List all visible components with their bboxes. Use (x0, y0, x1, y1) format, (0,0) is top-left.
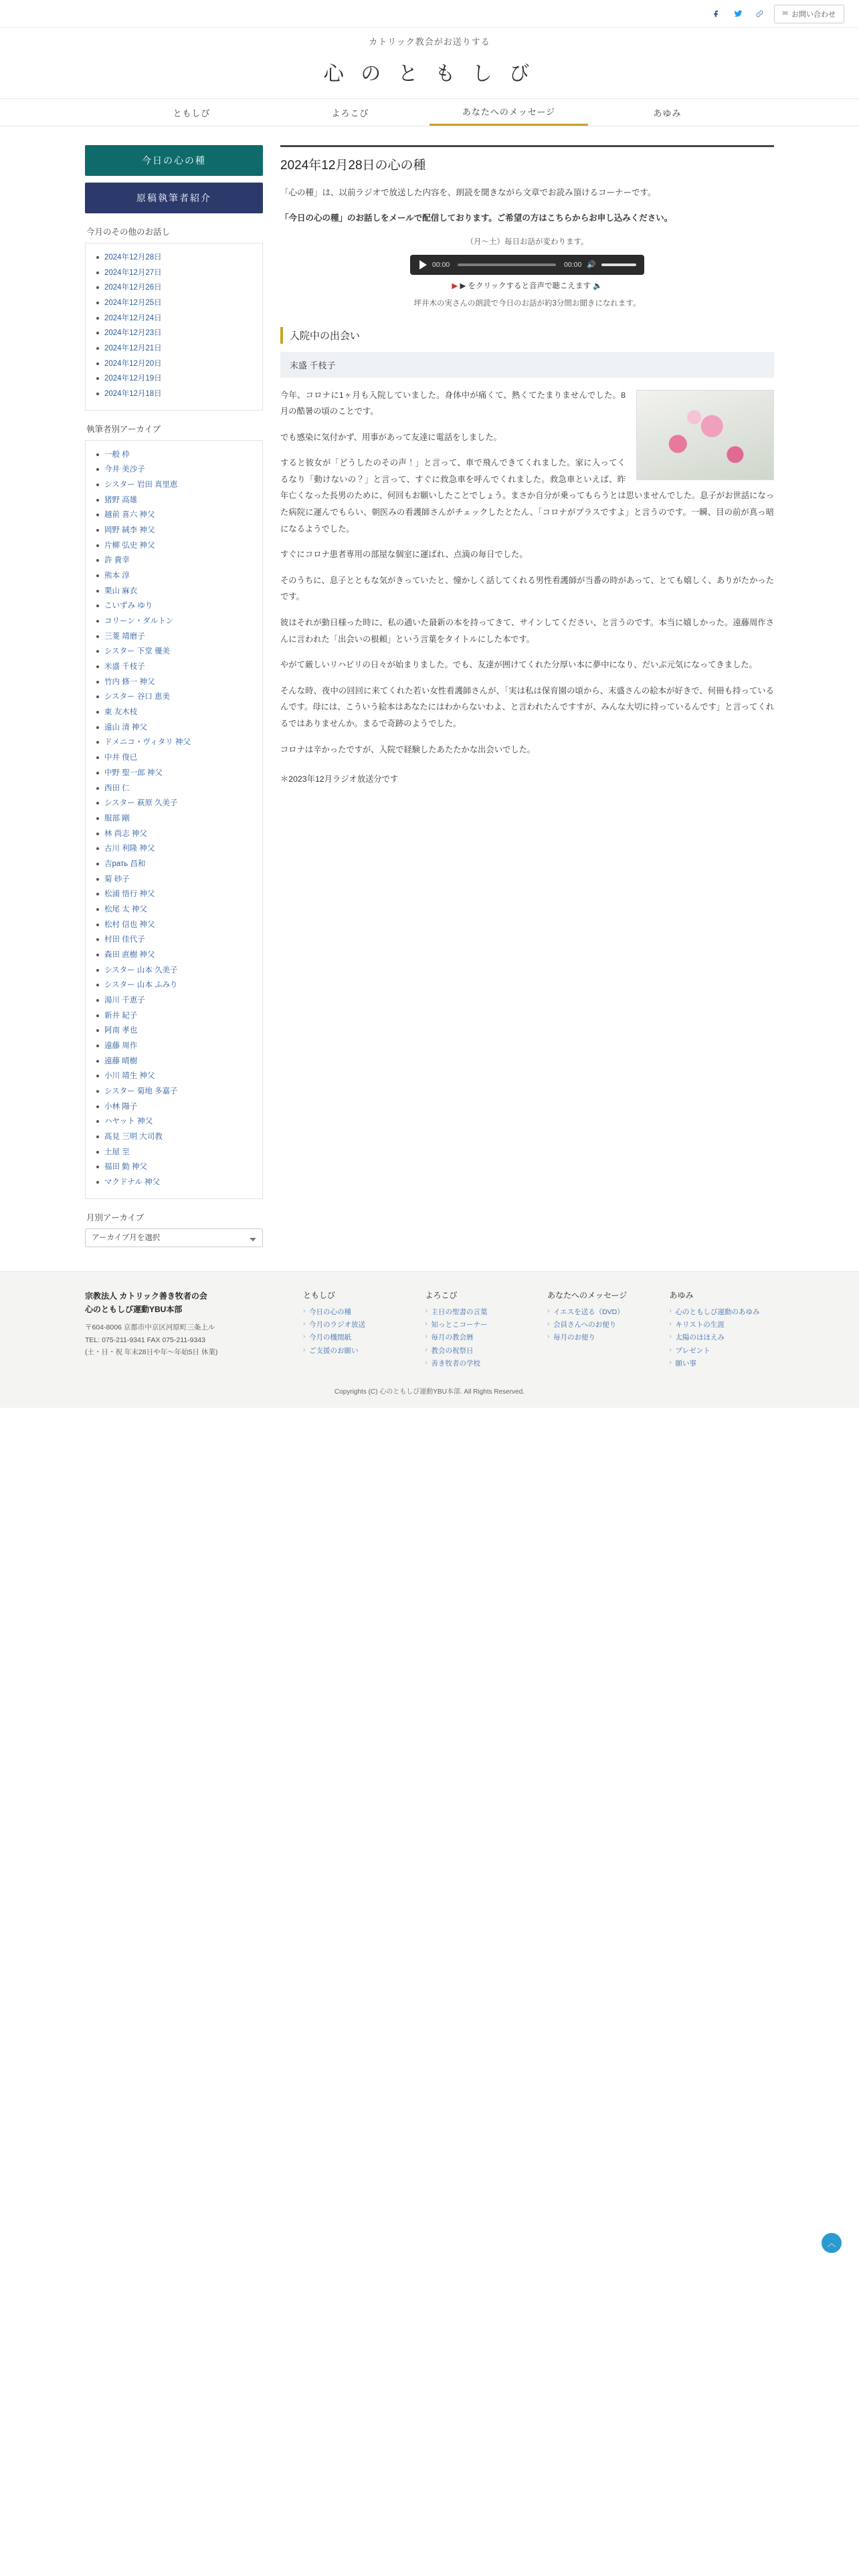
global-nav (0, 98, 859, 126)
main-content (280, 145, 774, 784)
section-heading: 入院中の出会い (280, 327, 774, 344)
footer-brand (85, 1289, 286, 1371)
paragraph: すぐにコロナ患者専用の部屋な個室に運ばれ、点滴の毎日でした。 (280, 550, 528, 560)
footer-column-tomoshibi (303, 1289, 408, 1371)
page-bottom-space (0, 1408, 859, 2270)
archive-month-select[interactable] (85, 1228, 263, 1247)
contact-button[interactable] (774, 5, 844, 23)
list-item[interactable]: › 今月の機関紙 (303, 1331, 408, 1344)
list-item[interactable]: ドメニコ・ヴィタリ 神父 (94, 735, 254, 750)
footer-org-name: 宗教法人 カトリック善き牧者の会 (85, 1291, 207, 1301)
list-item[interactable]: 越前 喜六 神父 (94, 508, 254, 523)
play-hint-text: ▶ をクリックすると音声で聴こえます (460, 282, 591, 290)
facebook-icon[interactable] (710, 7, 725, 21)
list-item[interactable]: › 今月のラジオ放送 (303, 1319, 408, 1331)
list-item[interactable]: 2024年12月20日 (94, 356, 254, 372)
list-item[interactable]: 岡野 絨李 神父 (94, 523, 254, 538)
list-item[interactable]: › 教会の祝祭日 (425, 1345, 531, 1358)
list-item[interactable]: 2024年12月18日 (94, 387, 254, 402)
sidebar (85, 145, 263, 1247)
link-icon[interactable] (753, 7, 767, 21)
twitter-icon[interactable] (731, 7, 746, 21)
list-item[interactable]: 遠藤 晴樹 (94, 1054, 254, 1069)
play-icon[interactable] (419, 260, 427, 270)
list-item[interactable]: ハヤット 神父 (94, 1114, 254, 1130)
list-item[interactable]: › 太陽のほほえみ (670, 1331, 775, 1344)
footer-link-list (425, 1306, 531, 1371)
list-item[interactable]: 村田 佳代子 (94, 932, 254, 948)
article-lead-1: 「心の種」は、以前ラジオで放送した内容を、朗読を聞きながら文章でお読み頂けるコーナーです。 (280, 188, 656, 197)
paragraph: 今年、コロナに1ヶ月も入院していました。身体中が痛くて、熱くてたまりませんでした。8月の酷暑の頃のことです。 (280, 390, 626, 417)
masthead (0, 28, 859, 98)
speaker-icon[interactable]: 🔊 (587, 261, 596, 269)
contact-button-label: お問い合わせ (791, 10, 836, 19)
sidebar-monthly-heading: 月別アーカイブ (86, 1212, 145, 1222)
list-item[interactable]: 髙見 三明 大司教 (94, 1130, 254, 1145)
schedule-note: （月～土）毎日お話が変わります。 (466, 237, 589, 246)
list-item[interactable]: シスター 山本 ふみり (94, 978, 254, 993)
paragraph: コロナは辛かったですが、入院で経験したあたたかな出会いでした。 (280, 744, 536, 754)
nav-item-yorokobi[interactable]: よろこび (331, 108, 369, 118)
footer-column-title: あゆみ (669, 1290, 694, 1300)
copyright: Copyrights (C) 心のともしび運動YBU本部. All Rights Reserved. (335, 1388, 524, 1396)
utility-bar (0, 0, 859, 28)
list-item[interactable]: 松村 信也 神父 (94, 918, 254, 933)
list-item[interactable]: 米盛 千枝子 (94, 659, 254, 675)
list-item[interactable]: 林 尚志 神父 (94, 827, 254, 842)
list-item[interactable]: 2024年12月21日 (94, 341, 254, 356)
list-item[interactable]: 古川 利隆 神父 (94, 841, 254, 857)
list-item[interactable]: 松浦 悟行 神父 (94, 887, 254, 902)
footer-link-list (547, 1306, 652, 1345)
footer-column-title: よろこび (425, 1290, 458, 1300)
list-item[interactable]: › イエスを送る（DVD） (547, 1306, 652, 1319)
footer-column-message (547, 1289, 652, 1371)
list-item[interactable]: 熊本 淳 (94, 568, 254, 584)
sidebar-recent-box (85, 243, 263, 411)
audio-time-total: 00:00 (564, 260, 582, 269)
site-logo[interactable]: 心 の と も し び (323, 63, 536, 85)
list-item[interactable]: 栗山 麻衣 (94, 584, 254, 599)
volume-slider[interactable] (601, 263, 636, 266)
list-item[interactable]: 服部 剛 (94, 811, 254, 827)
list-item[interactable]: › 毎月の教会暦 (425, 1331, 531, 1344)
list-item[interactable]: 吉рать 昌和 (94, 857, 254, 872)
list-item[interactable]: 2024年12月23日 (94, 326, 254, 341)
list-item[interactable]: 2024年12月28日 (94, 250, 254, 265)
sidebar-button-today[interactable]: 今日の心の種 (85, 145, 263, 176)
sidebar-recent-heading: 今月のその他のお話し (86, 227, 171, 237)
article-photo (636, 390, 774, 480)
article-lead-2-strong[interactable]: 「今日の心の種」のお話しをメールで配信しております。ご希望の方はこちらからお申し込みください。 (280, 213, 673, 223)
list-item[interactable]: コリーン・ダルトン (94, 614, 254, 629)
scroll-to-top-button[interactable] (822, 2233, 842, 2253)
list-item[interactable]: 小川 靖生 神父 (94, 1069, 254, 1084)
audio-player[interactable] (410, 255, 644, 275)
list-item[interactable]: シスター 下堂 優美 (94, 644, 254, 659)
audio-time-current: 00:00 (432, 260, 450, 269)
audio-progress-bar[interactable] (458, 263, 556, 266)
address-line: TEL: 075-211-9341 FAX 075-211-9343 (85, 1335, 205, 1344)
list-item[interactable]: › 願い事 (670, 1358, 775, 1370)
list-item[interactable]: 片柳 弘史 神父 (94, 538, 254, 554)
list-item[interactable]: 中井 俊已 (94, 750, 254, 766)
sidebar-recent-list (94, 250, 254, 402)
list-item[interactable]: 土屋 至 (94, 1145, 254, 1160)
footer-column-title: あなたへのメッセージ (547, 1290, 628, 1300)
address-line: (土・日・祝 年末28日や年～年始5日 休業) (85, 1348, 218, 1357)
list-item[interactable]: 2024年12月27日 (94, 265, 254, 281)
list-item[interactable]: 2024年12月24日 (94, 311, 254, 326)
list-item[interactable]: 福田 勤 神父 (94, 1160, 254, 1175)
list-item[interactable]: › キリストの生涯 (670, 1319, 775, 1331)
list-item[interactable]: シスター 萩原 久美子 (94, 796, 254, 811)
list-item[interactable]: › 今日の心の種 (303, 1306, 408, 1319)
nav-item-tomoshibi[interactable]: ともしび (173, 108, 211, 118)
list-item[interactable]: 中野 聖一郎 神父 (94, 766, 254, 781)
list-item[interactable]: › 毎月のお便り (547, 1331, 652, 1344)
list-item[interactable]: 2024年12月26日 (94, 280, 254, 296)
list-item[interactable]: 猪野 高雄 (94, 493, 254, 508)
list-item[interactable]: › 善き牧者の学校 (425, 1358, 531, 1370)
list-item[interactable]: 許 貴幸 (94, 553, 254, 568)
footer-inner (85, 1289, 774, 1371)
footer-address (85, 1321, 286, 1358)
nav-item-ayumi[interactable]: あゆみ (653, 108, 682, 118)
sidebar-authors-list (94, 447, 254, 1190)
speaker-small-icon: 🔈 (593, 282, 603, 290)
list-item[interactable]: 松尾 太 神父 (94, 902, 254, 918)
paragraph: やがて厳しいリハビリの日々が始まりました。でも、友達が囲けてくれた分厚い本に夢中になり、だいぶ元気になってきました。 (280, 660, 757, 670)
list-item[interactable]: 西田 仁 (94, 781, 254, 796)
paragraph: そんな時、夜中の回回に来てくれた若い女性看護師さんが、「実は私は保育園の頃から、末盛さんの絵本が好きで、何冊も持っているんです。母には、こういう絵本はあなたにはわからないわよ、と言われたんですすが、みんな大切に持っているんです」と言ってくれるではありませんか。まるで奇跡のようでした。 (280, 685, 774, 728)
sidebar-authors-box (85, 440, 263, 1199)
sidebar-authors-heading: 執筆者別アーカイブ (86, 424, 161, 434)
list-item[interactable]: こいずみ ゆり (94, 599, 254, 614)
footer-org-sub: 心のともしび運動YBU本部 (85, 1305, 183, 1315)
list-item[interactable]: 一般 枠 (94, 447, 254, 463)
page-title: 2024年12月28日の心の種 (280, 145, 774, 173)
list-item[interactable]: 菊 砂子 (94, 872, 254, 887)
article-body (280, 387, 774, 785)
footer-column-yorokobi (425, 1289, 531, 1371)
paragraph: でも感染に気付かず、用事があって友達に電話をしました。 (280, 432, 502, 442)
list-item[interactable]: › 主日の聖書の言葉 (425, 1306, 531, 1319)
list-item[interactable]: 今井 美沙子 (94, 462, 254, 477)
mail-icon: ✉ (782, 10, 788, 17)
list-item[interactable]: 三菱 靖磨子 (94, 629, 254, 645)
list-item[interactable]: › プレゼント (670, 1345, 775, 1358)
nav-item-message[interactable]: あなたへのメッセージ (430, 99, 588, 126)
list-item[interactable]: マクドナル 神父 (94, 1175, 254, 1190)
list-item[interactable]: シスター 岩田 真里恵 (94, 477, 254, 493)
footer-link-list (670, 1306, 775, 1371)
list-item[interactable]: 湯川 千恵子 (94, 993, 254, 1008)
site-subtitle: カトリック教会がお送りする (369, 37, 490, 47)
content-wrap (85, 126, 774, 1271)
list-item[interactable]: › ご支援のお願い (303, 1345, 408, 1358)
footer-column-ayumi (670, 1289, 775, 1371)
list-item[interactable]: 新井 紀子 (94, 1008, 254, 1024)
paragraph: すると彼女が「どうしたのその声！」と言って、車で飛んできてくれました。家に入ってくるなり「動けないの？」と言って、すぐに救急車を呼んでくれました。救急車といえば、昨年亡くなった長男のために、何回もお願いしたことでしょう。まさか自分が乗ってもらうとは思いませんでした。息子がお世話になった病院に運んでもらい、朝医みの看護師さんがチェックしたとたん、「コロナがプラスですよ」と言うのです。一瞬、目の前が真っ暗になるようでした。 (280, 458, 774, 534)
list-item[interactable]: 遠藤 周作 (94, 1039, 254, 1054)
footer-link-list (303, 1306, 408, 1358)
list-item[interactable]: 竹内 修一 神父 (94, 675, 254, 690)
list-item[interactable]: 東 友木枝 (94, 705, 254, 720)
chevron-up-icon: ︿ (827, 2238, 836, 2249)
list-item[interactable]: 2024年12月25日 (94, 296, 254, 311)
list-item[interactable]: シスター 山本 久美子 (94, 963, 254, 978)
list-item[interactable]: 小林 陽子 (94, 1099, 254, 1115)
play-hint (452, 280, 602, 291)
article-lead-2 (280, 211, 774, 227)
player-caption: 坪井木の実さんの朗読で今日のお話が約3分間お聞きになれます。 (413, 299, 641, 308)
audio-player-area (280, 255, 774, 308)
footer-column-title: ともしび (303, 1290, 336, 1300)
list-item[interactable]: 森田 直樹 神父 (94, 948, 254, 963)
address-line: 〒604-8006 京都市中京区河原町三条上ル (85, 1323, 215, 1332)
list-item[interactable]: › 心のともしび運動のあゆみ (670, 1306, 775, 1319)
list-item[interactable]: › 知っとこコーナー (425, 1319, 531, 1331)
list-item[interactable]: 遠山 清 神父 (94, 720, 254, 736)
broadcast-note: ＊2023年12月ラジオ放送分です (280, 774, 399, 784)
list-item[interactable]: シスター 谷口 恵美 (94, 689, 254, 705)
list-item[interactable]: › 会員さんへのお便り (547, 1319, 652, 1331)
paragraph: 彼はそれが勤日様った時に、私の通いた最新の本を持ってきて、サインしてください、と言うのです。本当に嬉しかった。遠藤周作さんに言われた「出会いの根頼」という言葉をタイトルにした本です。 (280, 618, 774, 644)
paragraph: そのうちに、息子とともな気がきっていたと、憧かしく話してくれる男性看護師が当番の時があって、とても嬉しく、ありがたかったです。 (280, 575, 774, 602)
arrow-icon: ▶ (452, 282, 458, 290)
list-item[interactable]: 阿南 孝也 (94, 1023, 254, 1039)
list-item[interactable]: 2024年12月19日 (94, 371, 254, 387)
article-author: 末盛 千枝子 (280, 352, 774, 378)
list-item[interactable]: シスター 菊地 多嘉子 (94, 1084, 254, 1099)
site-footer (0, 1271, 859, 1408)
sidebar-button-authors[interactable]: 原稿執筆者紹介 (85, 183, 263, 213)
